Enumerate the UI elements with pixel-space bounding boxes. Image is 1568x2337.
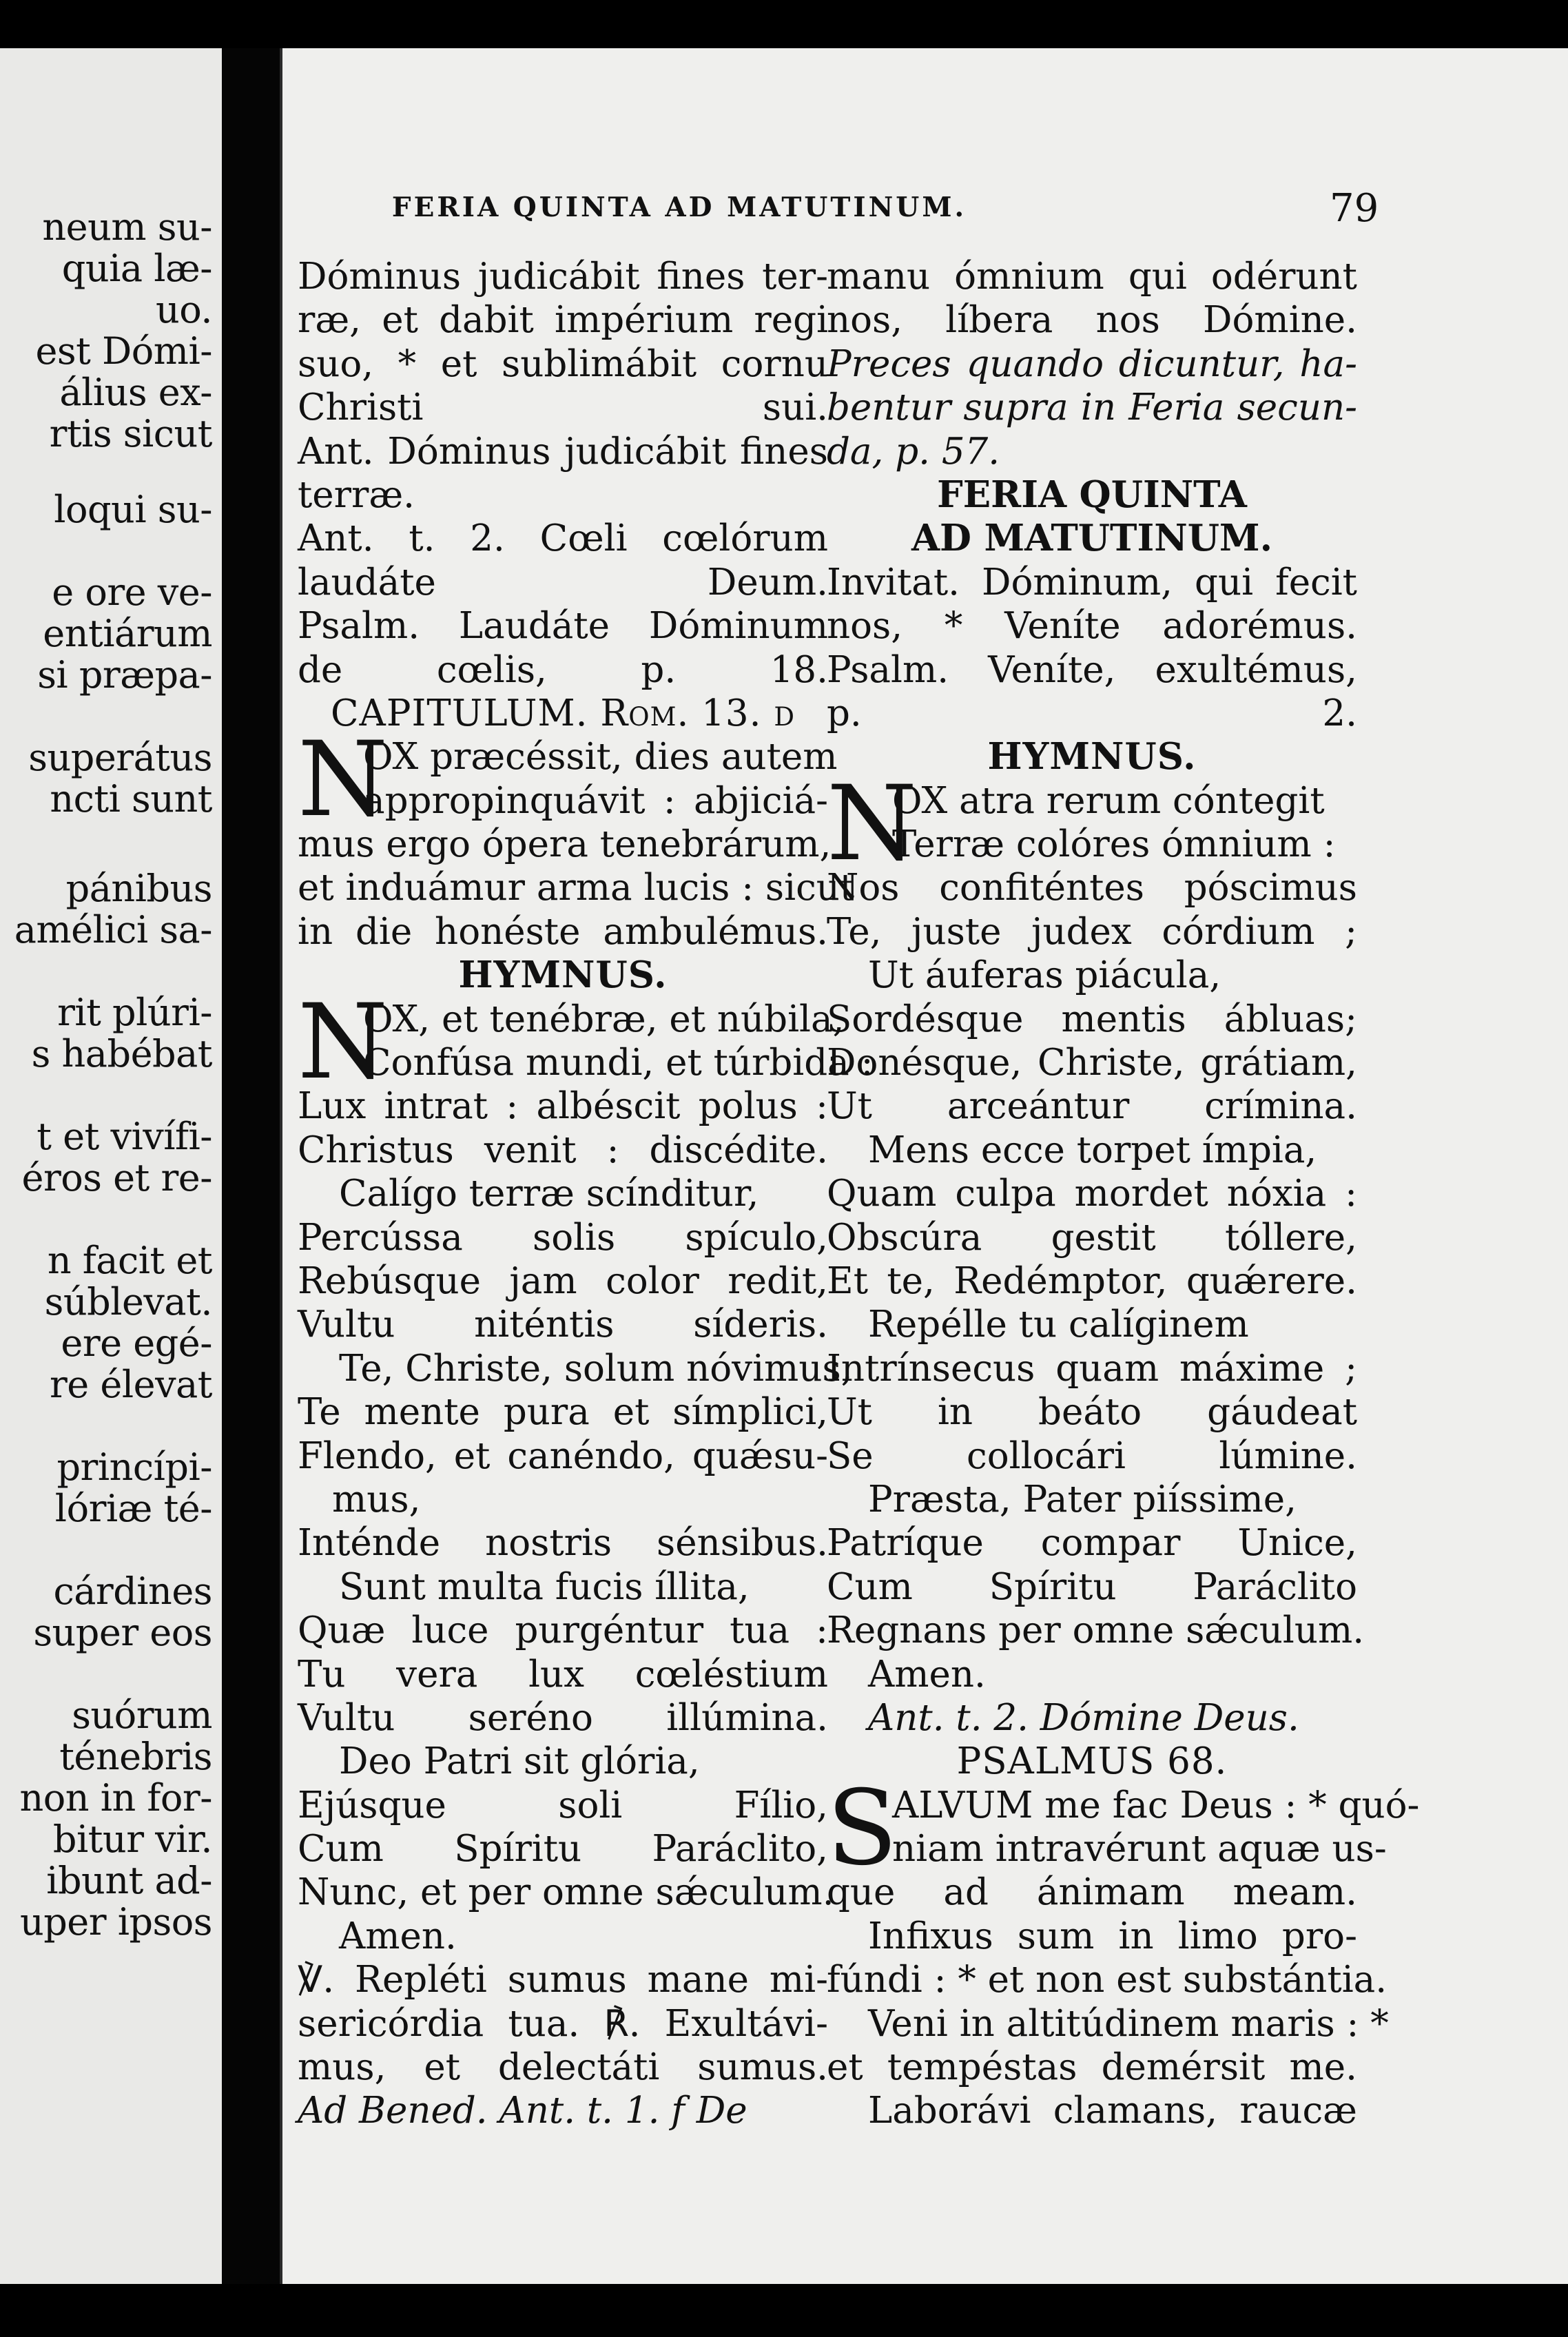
left-page-line: est Dómi- <box>35 329 212 373</box>
left-column-line: Inténde nostris sénsibus. <box>298 1522 828 1565</box>
left-page-line: non in for- <box>19 1776 212 1820</box>
right-column-line: nos, líbera nos Dómine. <box>827 299 1357 342</box>
right-column-line: manu ómnium qui odérunt <box>827 256 1357 298</box>
left-column-line: Lux intrat : albéscit polus : <box>298 1085 828 1128</box>
left-page-line: rtis sicut <box>49 412 212 455</box>
left-column-line: Vultu niténtis síderis. <box>298 1304 828 1346</box>
left-page-line: princípi- <box>56 1445 212 1489</box>
left-page-line: uo. <box>155 288 212 331</box>
right-column-line: Ut áuferas piácula, <box>868 954 1221 997</box>
left-column-line: Nunc, et per omne sǽculum. <box>298 1871 834 1914</box>
right-column-line: Laborávi clamans, raucæ <box>868 2090 1357 2132</box>
left-column-line: Te, Christe, solum nóvimus, <box>339 1347 853 1390</box>
running-head: FERIA QUINTA AD MATUTINUM. <box>391 192 967 223</box>
left-column-line: de cœlis, p. 18. <box>298 648 828 691</box>
right-column-line: Terræ colóres ómnium : <box>892 823 1336 866</box>
left-column-line: Calígo terræ scínditur, <box>339 1173 759 1215</box>
left-column-line: Christus venit : discédite. <box>298 1129 828 1171</box>
left-page-line: ere egé- <box>61 1321 212 1365</box>
right-column-line: Intrínsecus quam máxime ; <box>827 1347 1357 1390</box>
left-facing-page <box>0 48 222 2284</box>
left-page-line: neum su- <box>42 205 212 249</box>
left-column-line: mus ergo ópera tenebrárum, <box>298 823 832 866</box>
right-column-line: OX atra rerum cóntegit <box>892 779 1325 822</box>
right-column-line: Patríque compar Unice, <box>827 1522 1357 1565</box>
left-page-line: éros et re- <box>21 1156 212 1200</box>
left-column-line: Deo Patri sit glória, <box>339 1740 700 1783</box>
left-page-line: quia læ- <box>61 247 212 290</box>
left-column-line: Sunt multa fucis íllita, <box>339 1565 750 1608</box>
left-column-line: Vultu seréno illúmina. <box>298 1696 828 1739</box>
right-column-line: nos, * Veníte adorémus. <box>827 605 1357 648</box>
left-page-line: n facit et <box>47 1239 212 1282</box>
left-page-line: superátus <box>28 736 212 779</box>
left-page-line: re élevat <box>49 1363 212 1406</box>
left-page-line: loqui su- <box>54 488 212 531</box>
right-column-line: Repélle tu calíginem <box>868 1304 1249 1346</box>
right-column-line: Sordésque mentis ábluas; <box>827 998 1357 1040</box>
left-column-line: in die honéste ambulémus. <box>298 910 828 953</box>
left-page-line: amélici sa- <box>14 908 212 951</box>
left-page-line: super eos <box>33 1611 212 1654</box>
left-page-line: suórum <box>72 1693 212 1737</box>
right-column-line: Amen. <box>868 1653 986 1696</box>
right-column-line: Infixus sum in limo pro- <box>868 1915 1357 1957</box>
left-column-line: CAPITULUM. Rom. 13. d <box>331 692 795 734</box>
right-column-line: Et te, Redémptor, quǽrere. <box>827 1259 1357 1302</box>
drop-capital: S <box>827 1769 898 1888</box>
left-column-line: mus, <box>332 1478 421 1521</box>
right-text-column <box>827 255 1420 2133</box>
right-column-line: Quam culpa mordet nóxia : <box>827 1173 1357 1215</box>
right-column-line: Cum Spíritu Paráclito <box>827 1565 1357 1608</box>
right-column-line: Donésque, Christe, grátiam, <box>827 1042 1357 1084</box>
left-text-column <box>298 255 874 2133</box>
page-number: 79 <box>1330 186 1379 231</box>
left-page-line: si præpa- <box>37 653 212 697</box>
right-column-line: Præsta, Pater piíssime, <box>868 1478 1297 1521</box>
left-column-line: sericórdia tua. ℟. Exultávi- <box>298 2002 828 2045</box>
book-gutter <box>222 48 280 2284</box>
left-column-line: OX præcéssit, dies autem <box>363 736 838 779</box>
right-column-line: Se collocári lúmine. <box>827 1434 1357 1477</box>
left-column-line: terræ. <box>298 473 415 516</box>
right-column-line: Invitat. Dóminum, qui fecit <box>827 561 1357 604</box>
left-page-line: ténebris <box>59 1735 212 1778</box>
left-column-line: Ant. Dóminus judicábit fines <box>298 430 828 473</box>
left-page-line: ncti sunt <box>50 777 212 821</box>
right-column-line: AD MATUTINUM. <box>911 517 1273 560</box>
left-column-line: Psalm. Laudáte Dóminum <box>298 605 828 648</box>
right-column-line: Nos confiténtes póscimus <box>827 867 1357 909</box>
left-column-line: Cum Spíritu Paráclito, <box>298 1828 828 1871</box>
right-column-line: et tempéstas demérsit me. <box>827 2046 1357 2089</box>
left-page-line: rit plúri- <box>57 991 212 1034</box>
left-column-line: appropinquávit : abjiciá- <box>363 779 828 822</box>
left-column-line: mus, et delectáti sumus. <box>298 2046 828 2089</box>
left-column-line: Amen. <box>339 1915 457 1957</box>
left-column-line: Quæ luce purgéntur tua : <box>298 1609 828 1652</box>
left-page-line: súblevat. <box>44 1280 212 1324</box>
left-page-line: e ore ve- <box>52 570 212 614</box>
left-page-line: bitur vir. <box>52 1818 212 1861</box>
left-column-line: Confúsa mundi, et túrbida : <box>363 1042 874 1084</box>
right-column-line: Obscúra gestit tóllere, <box>827 1216 1357 1259</box>
left-page-line: s habébat <box>31 1032 212 1075</box>
left-column-line: suo, * et sublimábit cornu <box>298 342 828 385</box>
left-column-line: Ant. t. 2. Cœli cœlórum <box>298 517 828 560</box>
left-column-line: Tu vera lux cœléstium <box>298 1653 828 1696</box>
left-column-line: Te mente pura et símplici, <box>298 1391 828 1434</box>
left-column-line: Flendo, et canéndo, quǽsu- <box>298 1434 828 1477</box>
drop-capital: N <box>827 763 918 884</box>
right-column-line: HYMNUS. <box>987 735 1197 779</box>
right-column-line: da, p. 57. <box>827 430 1000 473</box>
right-column-line: que ad ánimam meam. <box>827 1871 1357 1914</box>
right-column-line: Mens ecce torpet ímpia, <box>868 1129 1317 1171</box>
right-column-line: FERIA QUINTA <box>937 473 1247 516</box>
left-column-line: Ejúsque soli Fílio, <box>298 1784 828 1826</box>
right-column-line: Preces quando dicuntur, ha- <box>827 342 1357 385</box>
right-column-line: niam intravérunt aquæ us- <box>892 1828 1387 1871</box>
right-column-line: fúndi : * et non est substántia. <box>827 1959 1388 2001</box>
right-column-line: p. 2. <box>827 692 1357 734</box>
left-page-line: cárdines <box>53 1569 212 1613</box>
left-column-line: OX, et tenébræ, et núbila, <box>363 998 845 1040</box>
right-column-line: ALVUM me fac Deus : * quó- <box>892 1784 1420 1826</box>
right-column-line: Veni in altitúdinem maris : * <box>868 2002 1389 2045</box>
right-column-line: Ut arceántur crímina. <box>827 1085 1357 1128</box>
right-column-line: Te, juste judex córdium ; <box>827 910 1357 953</box>
drop-capital: N <box>298 982 389 1102</box>
left-column-line: ℣. Repléti sumus mane mi- <box>298 1959 828 2001</box>
left-column-line: Dóminus judicábit fines ter- <box>298 256 828 298</box>
right-column-line: Regnans per omne sǽculum. <box>827 1609 1365 1652</box>
left-column-line: laudáte Deum. <box>298 561 828 604</box>
left-column-line: Rebúsque jam color redit, <box>298 1259 828 1302</box>
left-column-line: et induámur arma lucis : sicut <box>298 867 855 909</box>
right-column-line: Ut in beáto gáudeat <box>827 1391 1357 1434</box>
left-column-line: Christi sui. <box>298 387 828 429</box>
left-page-line: lóriæ té- <box>54 1487 212 1530</box>
right-column-line: Ant. t. 2. Dómine Deus. <box>868 1696 1299 1739</box>
left-column-line: ræ, et dabit impérium regi <box>298 299 828 342</box>
left-page-line: ibunt ad- <box>46 1859 212 1902</box>
left-page-line: entiárum <box>43 612 212 655</box>
left-page-line: uper ipsos <box>19 1900 212 1944</box>
right-column-line: PSALMUS 68. <box>956 1740 1228 1783</box>
right-column-line: Psalm. Veníte, exultémus, <box>827 648 1357 691</box>
drop-capital: N <box>298 720 389 841</box>
left-column-line: Percússa solis spículo, <box>298 1216 828 1259</box>
left-page-line: pánibus <box>65 867 212 910</box>
left-column-line: HYMNUS. <box>458 954 668 997</box>
left-column-line: Ad Bened. Ant. t. 1. f De <box>298 2090 747 2132</box>
right-column-line: bentur supra in Feria secun- <box>827 387 1357 429</box>
left-page-line: t et vivífi- <box>37 1115 212 1158</box>
left-page-line: álius ex- <box>59 371 212 414</box>
